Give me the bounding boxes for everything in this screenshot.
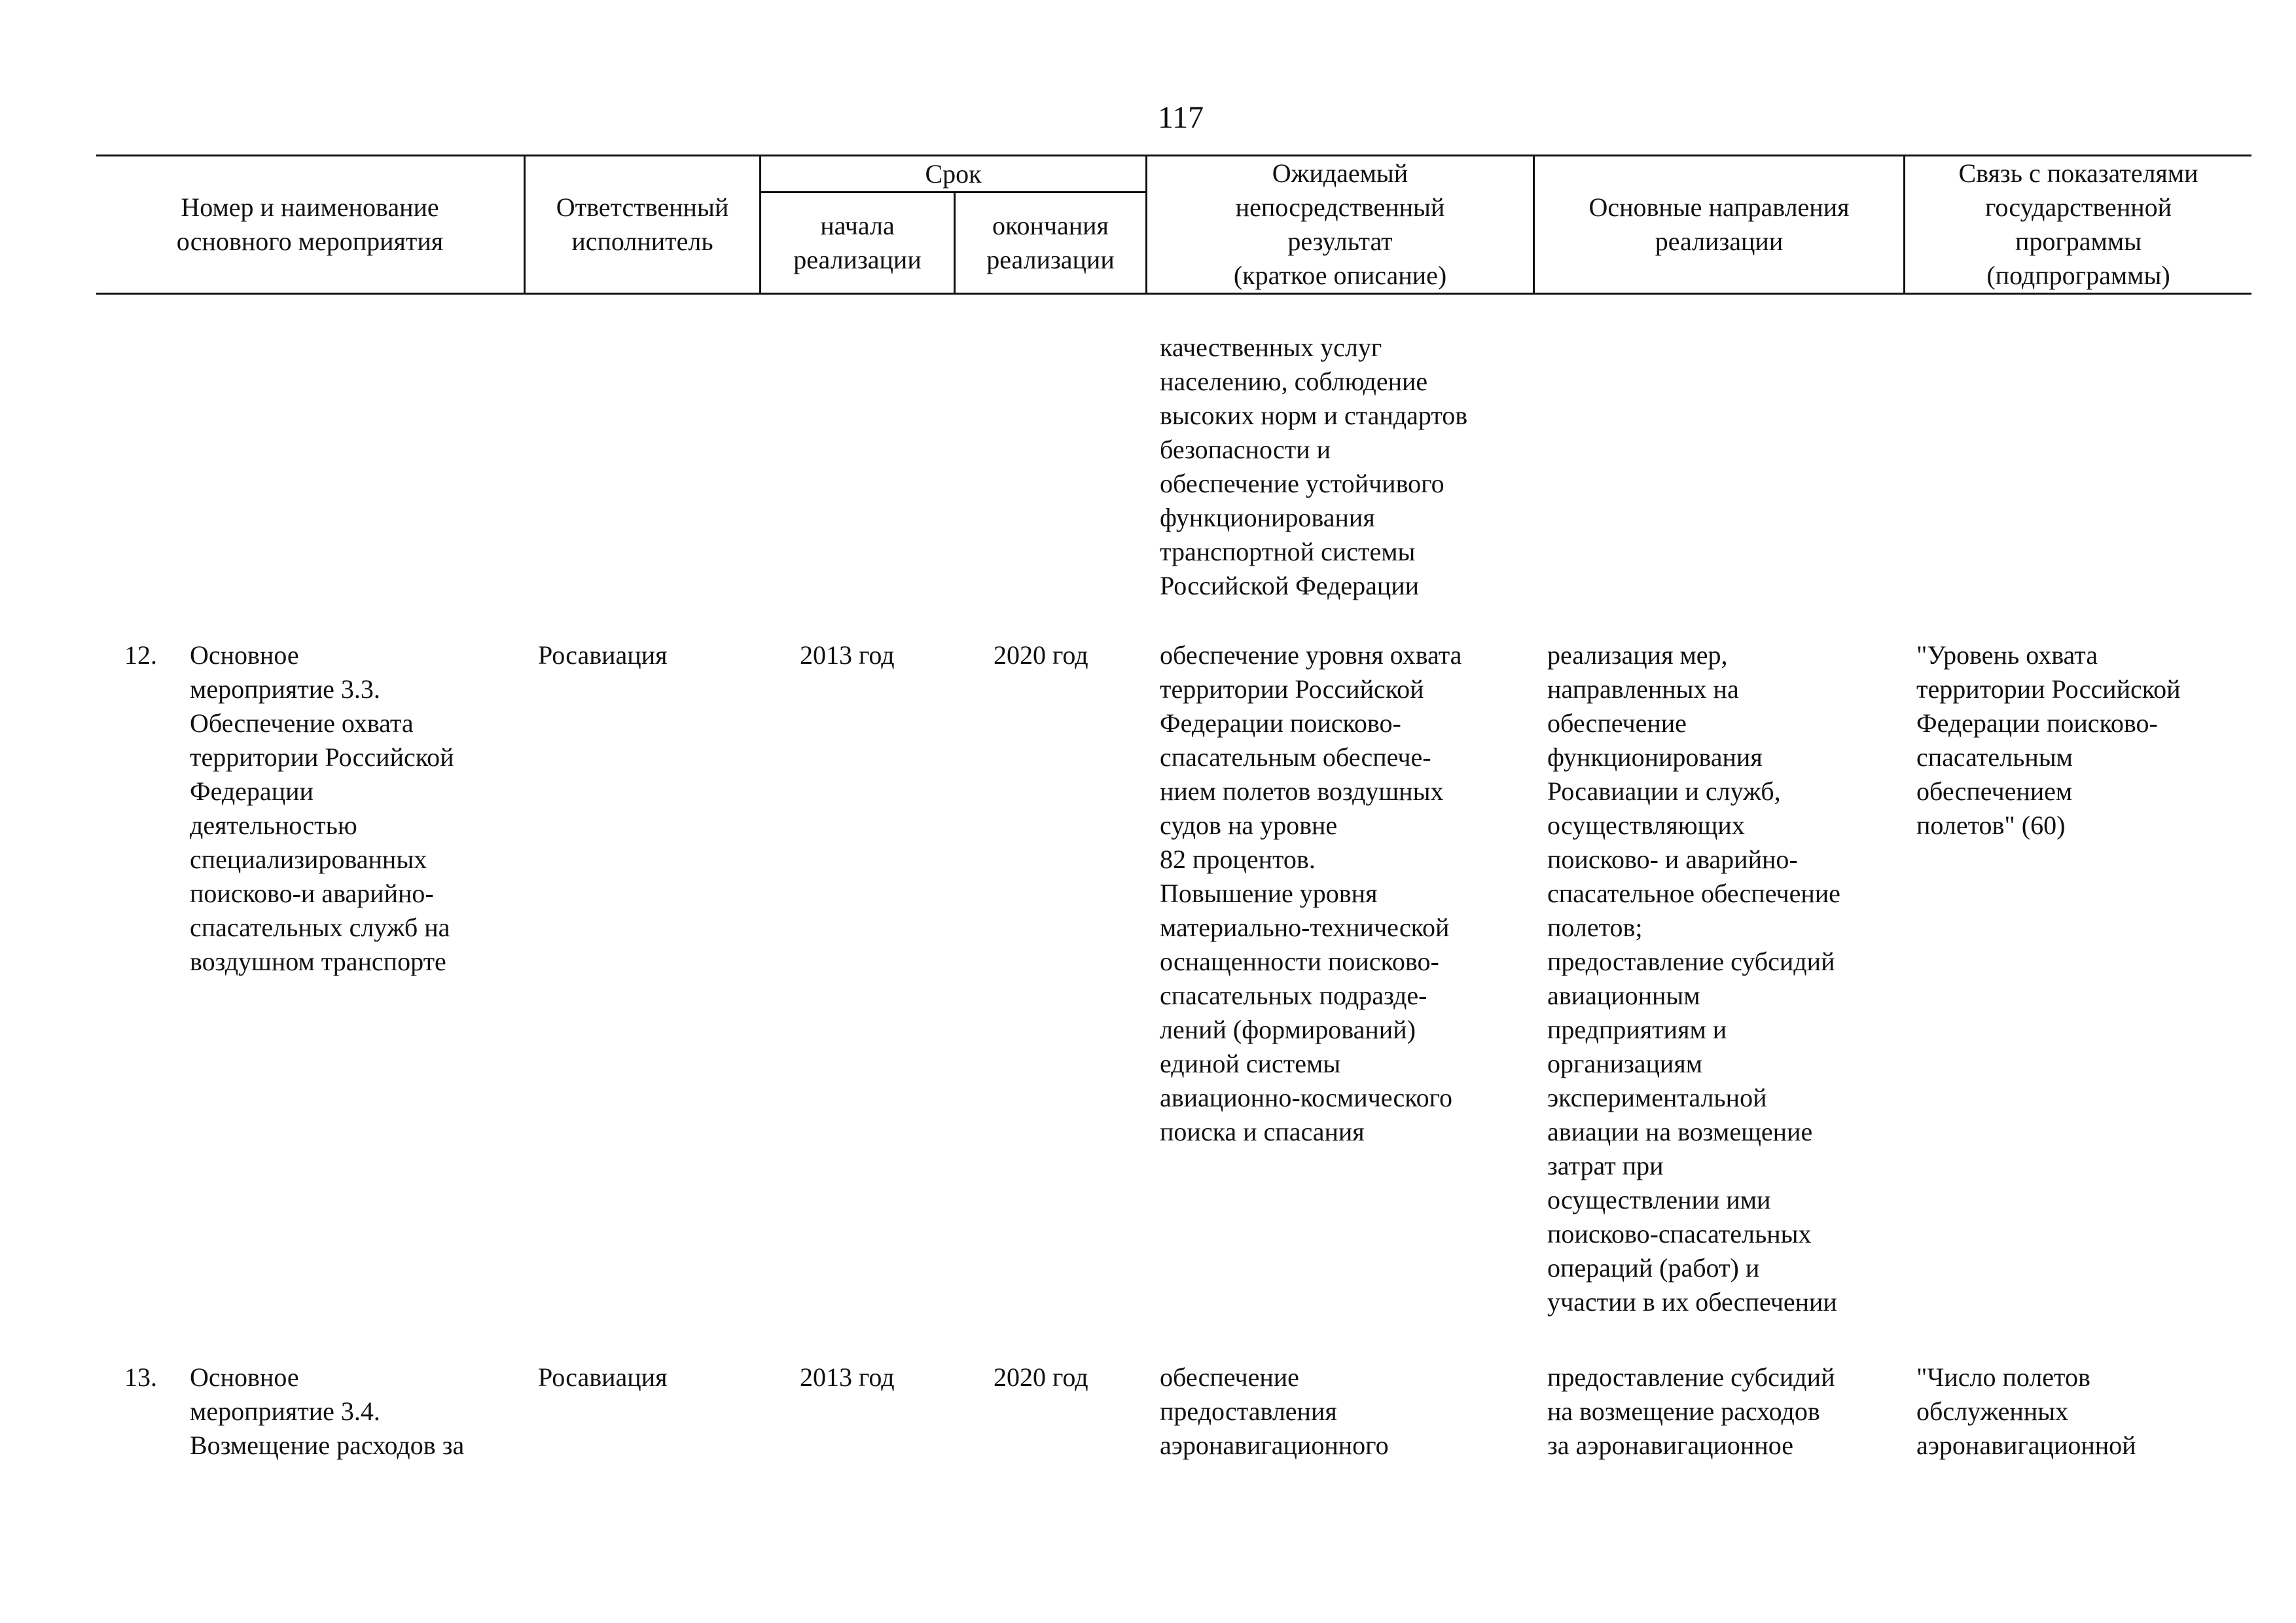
header-executor: Ответственный исполнитель [556,192,729,256]
row-number: 13. [124,1362,157,1392]
row-start-year: 2013 год [800,1362,895,1392]
header-name: Номер и наименование основного мероприятия [176,192,444,256]
row-directions: реализация мер, направленных на обеспечение функционирования Росавиации и служб, осуществляющих поисково- и аварийно- спасательное обеспечение полетов; предоставление субсидий авиационным предприятиям и организациям экспериментальной авиации на возмещение затрат при осуществлении ими поисково-спасательных операций (работ) и участии в их обеспечении [1547,640,1840,1317]
row-number: 12. [124,640,157,670]
row-result: обеспечение предоставления аэронавигационного [1160,1362,1389,1460]
header-directions: Основные направления реализации [1588,192,1850,256]
page-number: 117 [1157,100,1204,135]
row-executor: Росавиация [538,1362,668,1392]
header-end: окончания реализации [986,211,1115,274]
header-result: Ожидаемый непосредственный результат (краткое описание) [1233,158,1447,290]
row-start-year: 2013 год [800,640,895,670]
row-end-year: 2020 год [994,1362,1088,1392]
row-link: "Уровень охвата территории Российской Федерации поисково- спасательным обеспечением полетов" (60) [1916,640,2181,840]
row-end-year: 2020 год [994,640,1088,670]
continuation-result-text: качественных услуг населению, соблюдение высоких норм и стандартов безопасности и обеспечение устойчивого функционирования транспортной системы Российской Федерации [1160,333,1468,600]
row-name: Основное мероприятие 3.4. Возмещение расходов за [190,1362,465,1460]
table-header-bottom-rule [96,293,2251,295]
row-result: обеспечение уровня охвата территории Российской Федерации поисково- спасательным обеспече- нием полетов воздушных судов на уровне 82 процентов. Повышение уровня материально-технической оснащенности поисково- спасательных подразде- лений (формирований) единой системы авиационно-космического поиска и спасания [1160,640,1462,1146]
header-term: Срок [925,158,982,189]
header-start: начала реализации [793,211,922,274]
header-link: Связь с показателями государственной программы (подпрограммы) [1958,158,2198,290]
row-executor: Росавиация [538,640,668,670]
row-link: "Число полетов обслуженных аэронавигационной [1916,1362,2136,1460]
row-name: Основное мероприятие 3.3. Обеспечение охвата территории Российской Федерации деятельностью специализированных поисково-и аварийно- спасательных служб на воздушном транспорте [190,640,454,976]
row-directions: предоставление субсидий на возмещение расходов за аэронавигационное [1547,1362,1835,1460]
